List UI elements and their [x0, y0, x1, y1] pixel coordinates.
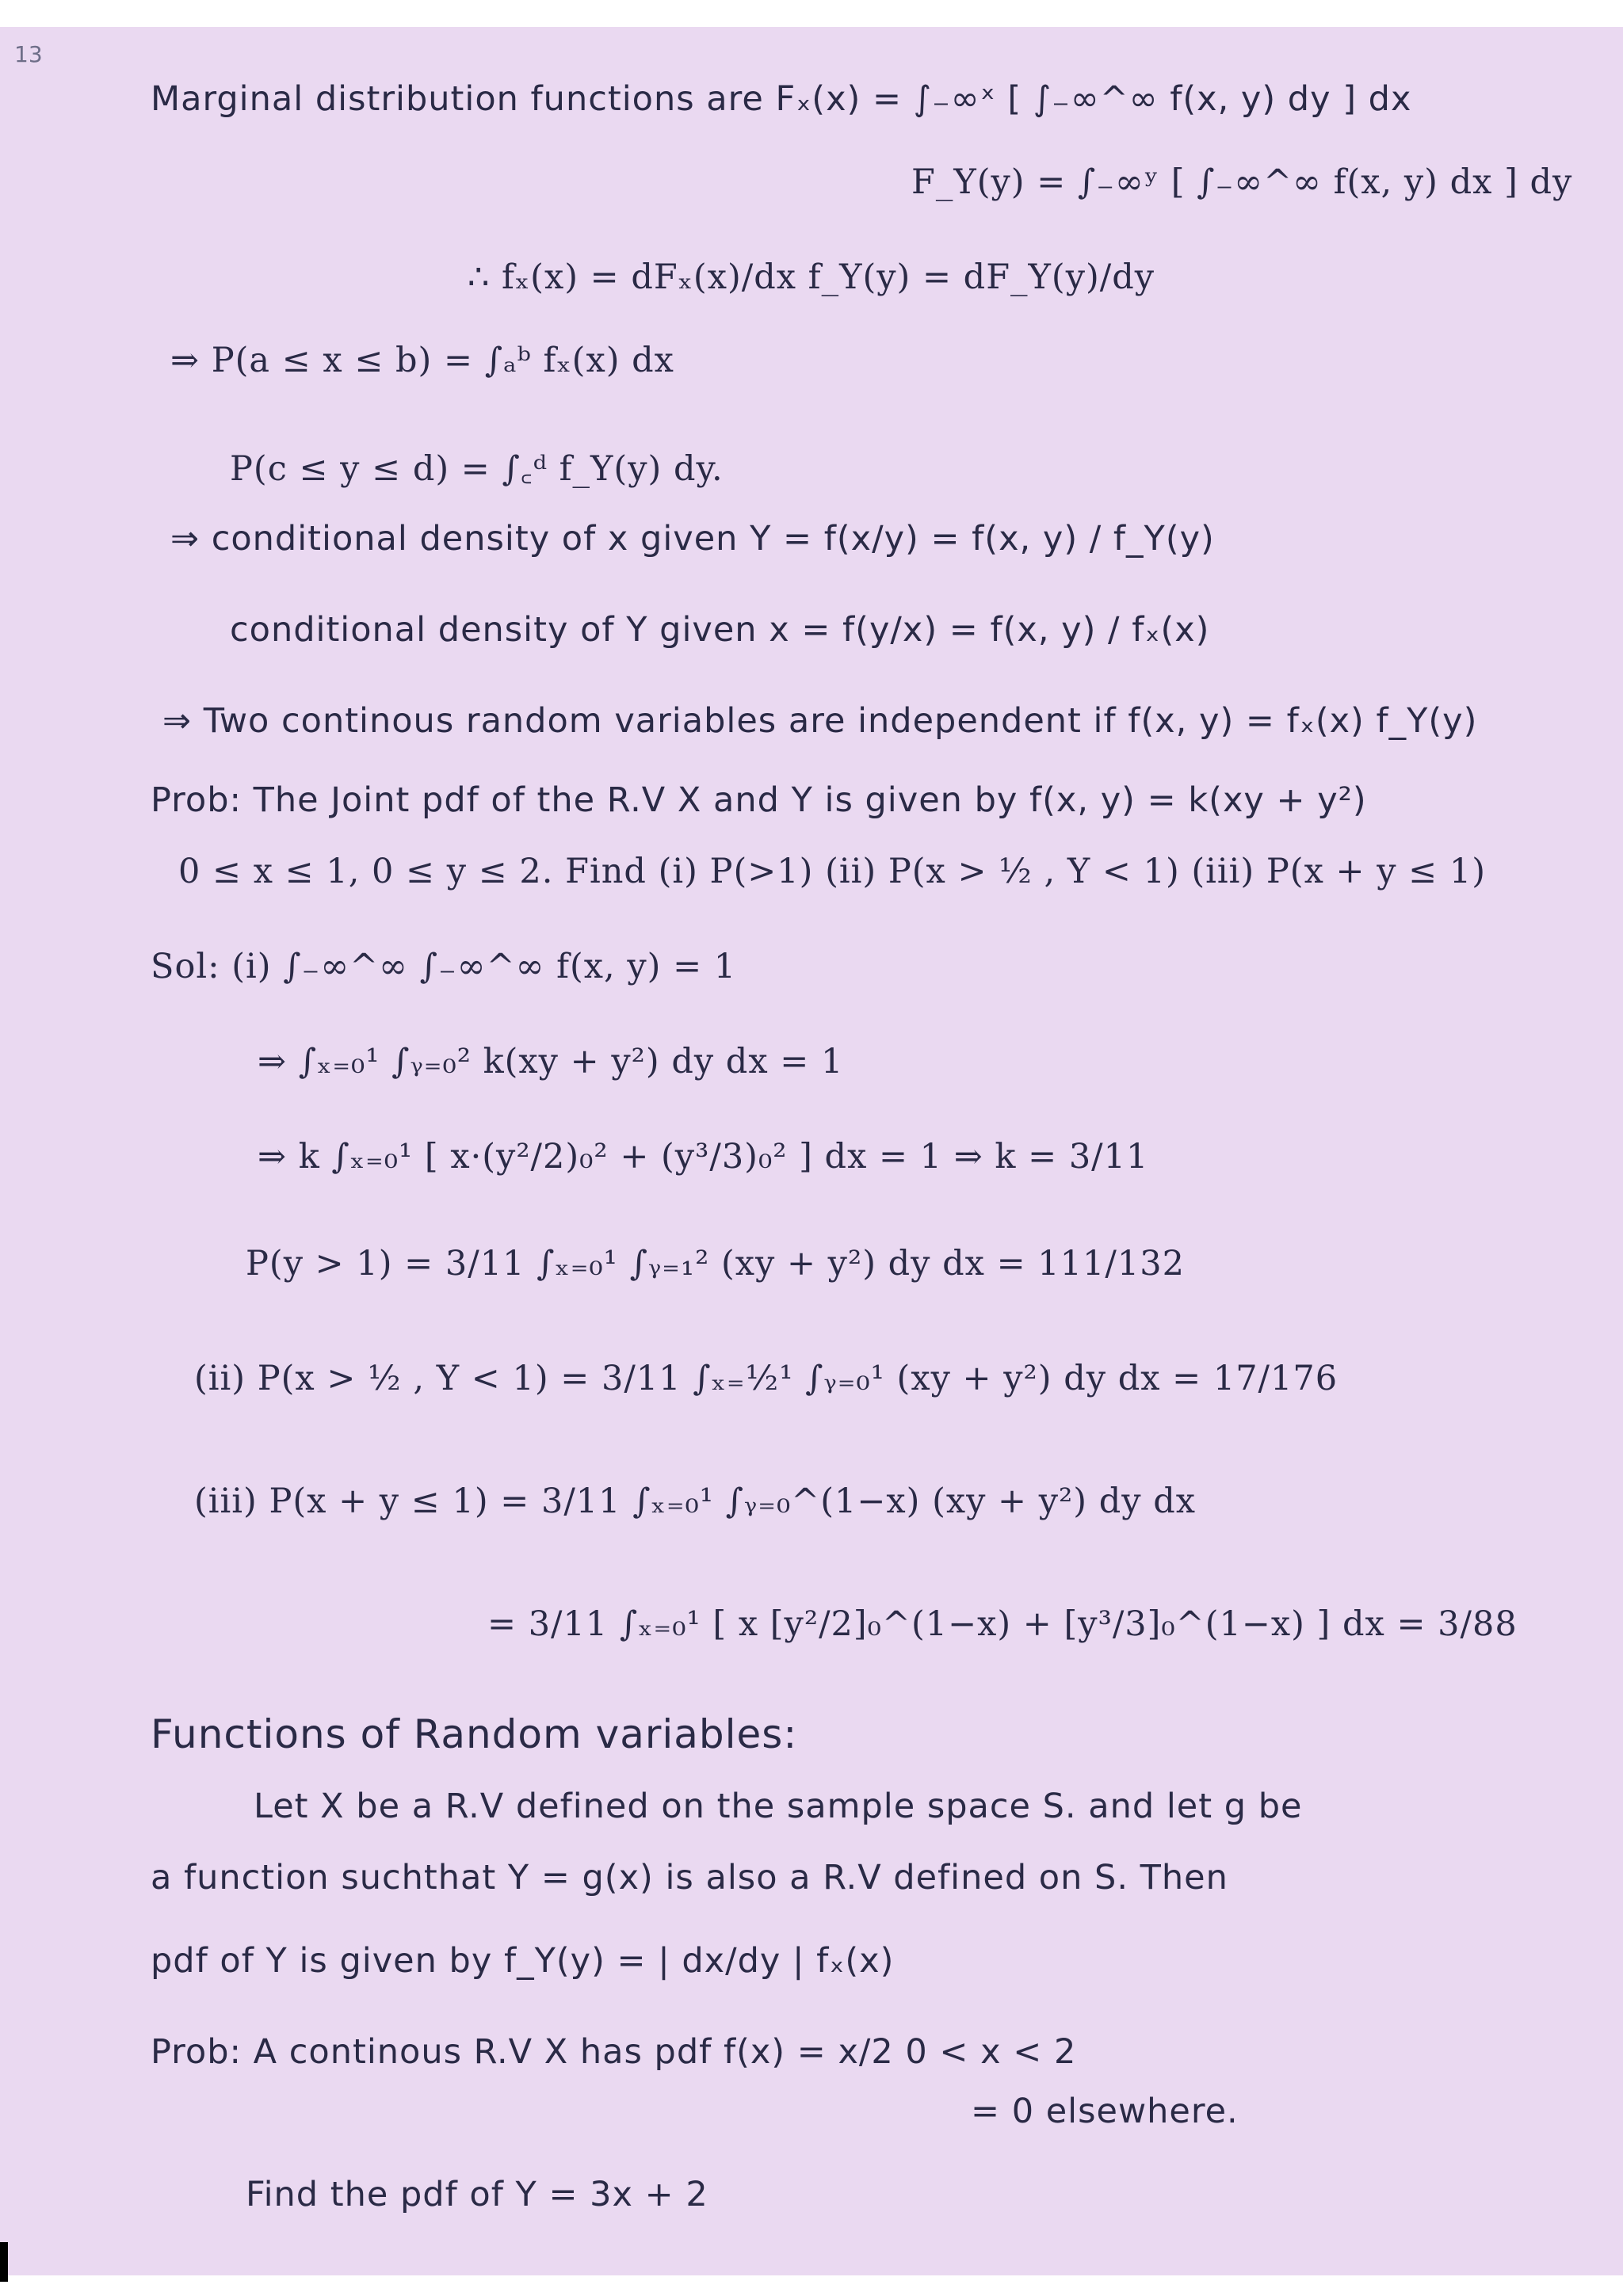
page-number: 13	[14, 41, 43, 67]
definition-line-1: Let X be a R.V defined on the sample space S. and let g be	[254, 1787, 1303, 1826]
marginal-density-line: ∴ fₓ(x) = dFₓ(x)/dx f_Y(y) = dF_Y(y)/dy	[468, 257, 1155, 297]
second-problem-line: Prob: A continous R.V X has pdf f(x) = x/2 0 < x < 2	[151, 2032, 1077, 2072]
solution-part-i-line: P(y > 1) = 3/11 ∫ₓ₌₀¹ ∫ᵧ₌₁² (xy + y²) dy dx = 111/132	[246, 1244, 1185, 1283]
marginal-distribution-line: Marginal distribution functions are Fₓ(x) = ∫₋∞ˣ [ ∫₋∞^∞ f(x, y) dy ] dx	[151, 79, 1412, 119]
solution-start-line: Sol: (i) ∫₋∞^∞ ∫₋∞^∞ f(x, y) = 1	[151, 947, 737, 986]
solution-k-line: ⇒ k ∫ₓ₌₀¹ [ x·(y²/2)₀² + (y³/3)₀² ] dx = 1 ⇒ k = 3/11	[258, 1137, 1149, 1177]
probability-y-interval-line: P(c ≤ y ≤ d) = ∫꜀ᵈ f_Y(y) dy.	[230, 449, 724, 489]
problem-ranges-line: 0 ≤ x ≤ 1, 0 ≤ y ≤ 2. Find (i) P(>1) (ii) P(x > ½ , Y < 1) (iii) P(x + y ≤ 1)	[178, 852, 1486, 891]
second-problem-elsewhere-line: = 0 elsewhere.	[971, 2092, 1239, 2131]
definition-line-2: a function suchthat Y = g(x) is also a R.V defined on S. Then	[151, 1858, 1228, 1897]
solution-part-iii-line: (iii) P(x + y ≤ 1) = 3/11 ∫ₓ₌₀¹ ∫ᵧ₌₀^(1−x) (xy + y²) dy dx	[194, 1482, 1196, 1521]
solution-part-iii-evaluation-line: = 3/11 ∫ₓ₌₀¹ [ x [y²/2]₀^(1−x) + [y³/3]₀^(1−x) ] dx = 3/88	[487, 1604, 1518, 1644]
conditional-density-x-line: ⇒ conditional density of x given Y = f(x/y) = f(x, y) / f_Y(y)	[170, 519, 1215, 559]
solution-integral-line: ⇒ ∫ₓ₌₀¹ ∫ᵧ₌₀² k(xy + y²) dy dx = 1	[258, 1042, 844, 1081]
marginal-fy-line: F_Y(y) = ∫₋∞ʸ [ ∫₋∞^∞ f(x, y) dx ] dy	[911, 162, 1573, 202]
page-edge-shadow	[0, 2242, 8, 2282]
solution-part-ii-line: (ii) P(x > ½ , Y < 1) = 3/11 ∫ₓ₌½¹ ∫ᵧ₌₀¹ (xy + y²) dy dx = 17/176	[194, 1359, 1338, 1398]
definition-line-3: pdf of Y is given by f_Y(y) = | dx/dy | fₓ(x)	[151, 1941, 895, 1981]
probability-x-interval-line: ⇒ P(a ≤ x ≤ b) = ∫ₐᵇ fₓ(x) dx	[170, 341, 674, 380]
second-problem-question-line: Find the pdf of Y = 3x + 2	[246, 2175, 708, 2214]
section-heading: Functions of Random variables:	[151, 1711, 798, 1757]
conditional-density-y-line: conditional density of Y given x = f(y/x) = f(x, y) / fₓ(x)	[230, 610, 1210, 650]
problem-statement-line: Prob: The Joint pdf of the R.V X and Y is given by f(x, y) = k(xy + y²)	[151, 780, 1367, 820]
independence-line: ⇒ Two continous random variables are independent if f(x, y) = fₓ(x) f_Y(y)	[162, 701, 1478, 741]
